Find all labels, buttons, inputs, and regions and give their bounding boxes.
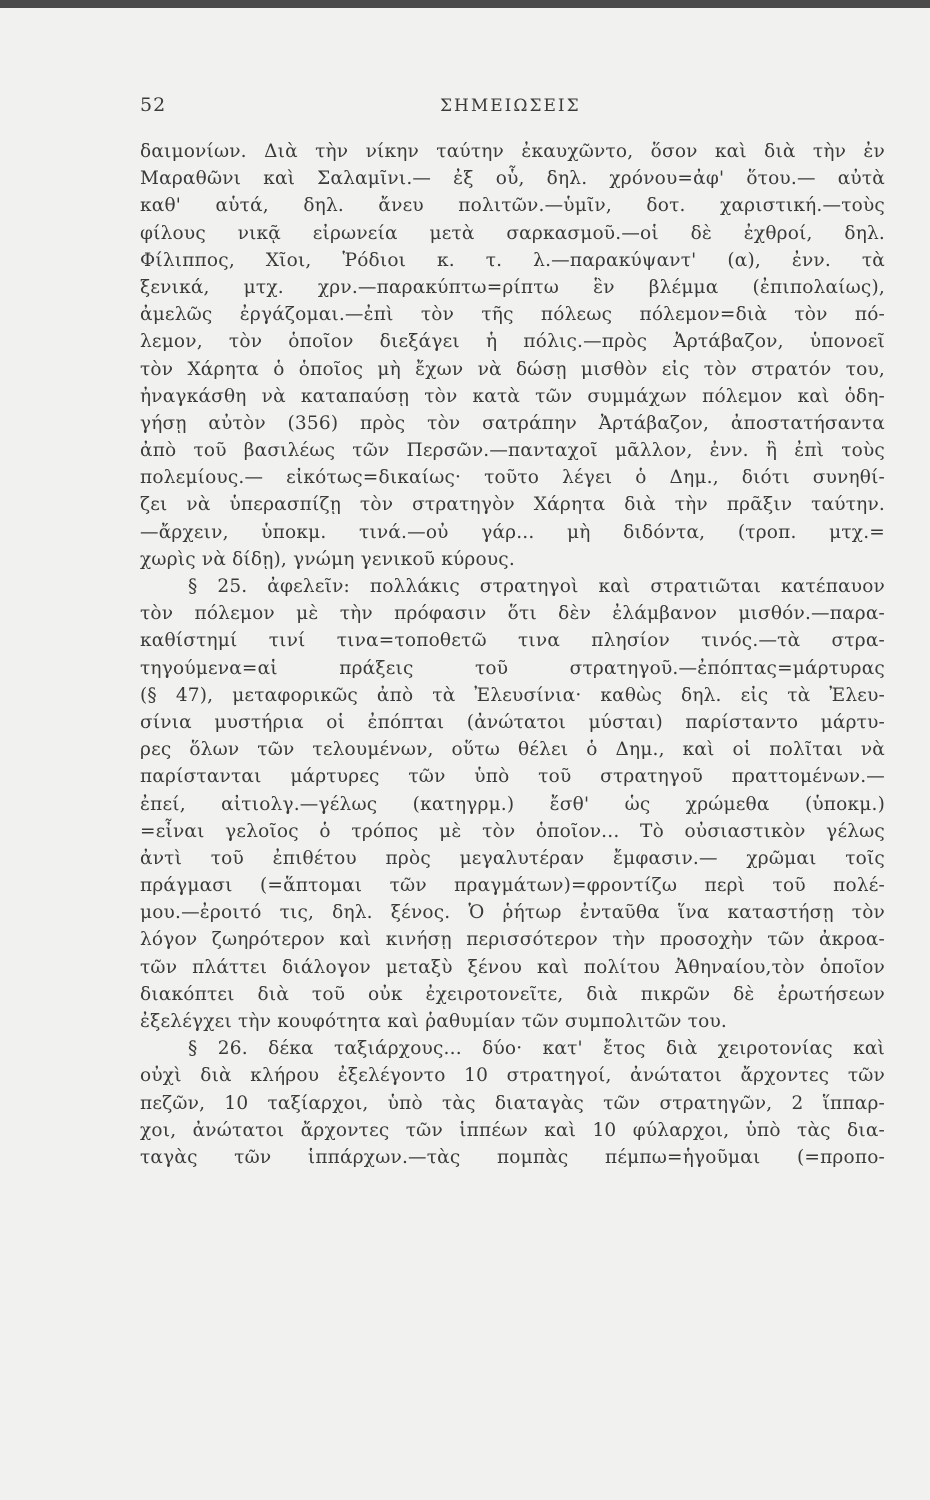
text-line: γήσῃ αὐτὸν (356) πρὸς τὸν σατράπην Ἀρτάβαζον, ἀποστατήσαντα <box>140 412 885 434</box>
page-header <box>140 94 880 124</box>
text-line: οὐχὶ διὰ κλήρου ἐξελέγοντο 10 στρατηγοί, ἀνώτατοι ἄρχοντες τῶν <box>140 1065 885 1087</box>
text-line: Μαραθῶνι καὶ Σαλαμῖνι.— ἐξ οὗ, δηλ. χρόνου=ἀφ' ὅτου.— αὐτὰ <box>140 168 885 190</box>
text-line: καθίστημί τινί τινα=τοποθετῶ τινα πλησίον τινός.—τὰ στρα- <box>140 630 885 652</box>
text-line: λόγον ζωηρότερον καὶ κινήσῃ περισσότερον τὴν προσοχὴν τῶν ἀκροα- <box>140 929 885 951</box>
text-line: λεμον, τὸν ὁποῖον διεξάγει ἡ πόλις.—πρὸς Ἀρτάβαζον, ὑπονοεῖ <box>140 331 885 353</box>
text-line: τῶν πλάττει διάλογον μεταξὺ ξένου καὶ πολίτου Ἀθηναίου,τὸν ὁποῖον <box>140 956 885 978</box>
text-line: ἀμελῶς ἐργάζομαι.—ἐπὶ τὸν τῆς πόλεως πόλεμον=διὰ τὸν πό- <box>140 304 885 326</box>
text-line: μου.—ἐροιτό τις, δηλ. ξένος. Ὁ ῥήτωρ ἐνταῦθα ἵνα καταστήσῃ τὸν <box>140 902 885 924</box>
text-line: ἀπὸ τοῦ βασιλέως τῶν Περσῶν.—πανταχοῖ μᾶλλον, ἐνν. ἢ ἐπὶ τοὺς <box>140 440 885 462</box>
text-line: ἐξελέγχει τὴν κουφότητα καὶ ῥαθυμίαν τῶν συμπολιτῶν του. <box>140 1011 728 1032</box>
text-line: ἀντὶ τοῦ ἐπιθέτου πρὸς μεγαλυτέραν ἔμφασιν.— χρῶμαι τοῖς <box>140 847 885 869</box>
scan-edge <box>0 0 930 8</box>
text-line: φίλους νικᾷ εἰρωνεία μετὰ σαρκασμοῦ.—οἱ δὲ ἐχθροί, δηλ. <box>140 222 885 244</box>
text-line: καθ' αὑτά, δηλ. ἄνευ πολιτῶν.—ὑμῖν, δοτ. χαριστική.—τοὺς <box>140 195 885 217</box>
text-line: § 25. ἀφελεῖν: πολλάκις στρατηγοὶ καὶ στρατιῶται κατέπαυον <box>188 576 885 597</box>
text-line: σίνια μυστήρια οἱ ἐπόπται (ἀνώτατοι μύσται) παρίσταντο μάρτυ- <box>140 711 885 733</box>
text-line: —ἄρχειν, ὑποκμ. τινά.—οὐ γάρ... μὴ διδόντα, (τροπ. μτχ.= <box>140 521 885 543</box>
text-line: τηγούμενα=αἱ πράξεις τοῦ στρατηγοῦ.—ἐπόπτας=μάρτυρας <box>140 657 885 679</box>
text-line: Φίλιππος, Χῖοι, Ῥόδιοι κ. τ. λ.—παρακύψαντ' (α), ἐνν. τὰ <box>140 249 885 271</box>
text-line: ἐπεί, αἰτιολγ.—γέλως (κατηγρμ.) ἔσθ' ὡς χρώμεθα (ὑποκμ.) <box>140 793 885 815</box>
text-line: ξενικά, μτχ. χρν.—παρακύπτω=ρίπτω ἓν βλέμμα (ἐπιπολαίως), <box>140 276 885 298</box>
text-line: ἠναγκάσθη νὰ καταπαύσῃ τὸν κατὰ τῶν συμμάχων πόλεμον καὶ ὁδη- <box>140 385 885 407</box>
text-line: πράγμασι (=ἅπτομαι τῶν πραγμάτων)=φροντίζω περὶ τοῦ πολέ- <box>140 875 885 897</box>
text-line: πολεμίους.— εἰκότως=δικαίως· τοῦτο λέγει ὁ Δημ., διότι συνηθί- <box>140 467 885 489</box>
text-line: παρίστανται μάρτυρες τῶν ὑπὸ τοῦ στρατηγοῦ πραττομένων.— <box>140 766 885 788</box>
text-line: τὸν Χάρητα ὁ ὁποῖος μὴ ἔχων νὰ δώσῃ μισθὸν εἰς τὸν στρατόν του, <box>140 358 885 380</box>
body-text <box>140 138 885 1171</box>
running-head: ΣΗΜΕΙΩΣΕΙΣ <box>440 96 581 116</box>
text-line: χωρὶς νὰ δίδῃ), γνώμη γενικοῦ κύρους. <box>140 548 515 570</box>
text-line: ταγὰς τῶν ἱππάρχων.—τὰς πομπὰς πέμπω=ἡγοῦμαι (=προπο- <box>140 1146 885 1168</box>
text-line: =εἶναι γελοῖος ὁ τρόπος μὲ τὸν ὁποῖον... Τὸ οὐσιαστικὸν γέλως <box>140 820 885 842</box>
text-line: § 26. δέκα ταξιάρχους... δύο· κατ' ἔτος διὰ χειροτονίας καὶ <box>188 1038 885 1060</box>
text-line: δαιμονίων. Διὰ τὴν νίκην ταύτην ἐκαυχῶντο, ὅσον καὶ διὰ τὴν ἐν <box>140 141 885 162</box>
text-line: τὸν πόλεμον μὲ τὴν πρόφασιν ὅτι δὲν ἐλάμβανον μισθόν.—παρα- <box>140 603 885 625</box>
text-line: ζει νὰ ὑπερασπίζῃ τὸν στρατηγὸν Χάρητα διὰ τὴν πρᾶξιν ταύτην. <box>140 494 885 516</box>
text-line: χοι, ἀνώτατοι ἄρχοντες τῶν ἱππέων καὶ 10 φύλαρχοι, ὑπὸ τὰς δια- <box>140 1119 885 1141</box>
text-line: πεζῶν, 10 ταξίαρχοι, ὑπὸ τὰς διαταγὰς τῶν στρατηγῶν, 2 ἵππαρ- <box>140 1092 885 1114</box>
text-line: ρες ὅλων τῶν τελουμένων, οὕτω θέλει ὁ Δημ., καὶ οἱ πολῖται νὰ <box>140 739 885 761</box>
text-line: διακόπτει διὰ τοῦ οὐκ ἐχειροτονεῖτε, διὰ πικρῶν δὲ ἐρωτήσεων <box>140 983 885 1005</box>
text-line: (§ 47), μεταφορικῶς ἀπὸ τὰ Ἐλευσίνια· καθὼς δηλ. εἰς τὰ Ἐλευ- <box>140 684 885 706</box>
page-number: 52 <box>140 94 167 116</box>
